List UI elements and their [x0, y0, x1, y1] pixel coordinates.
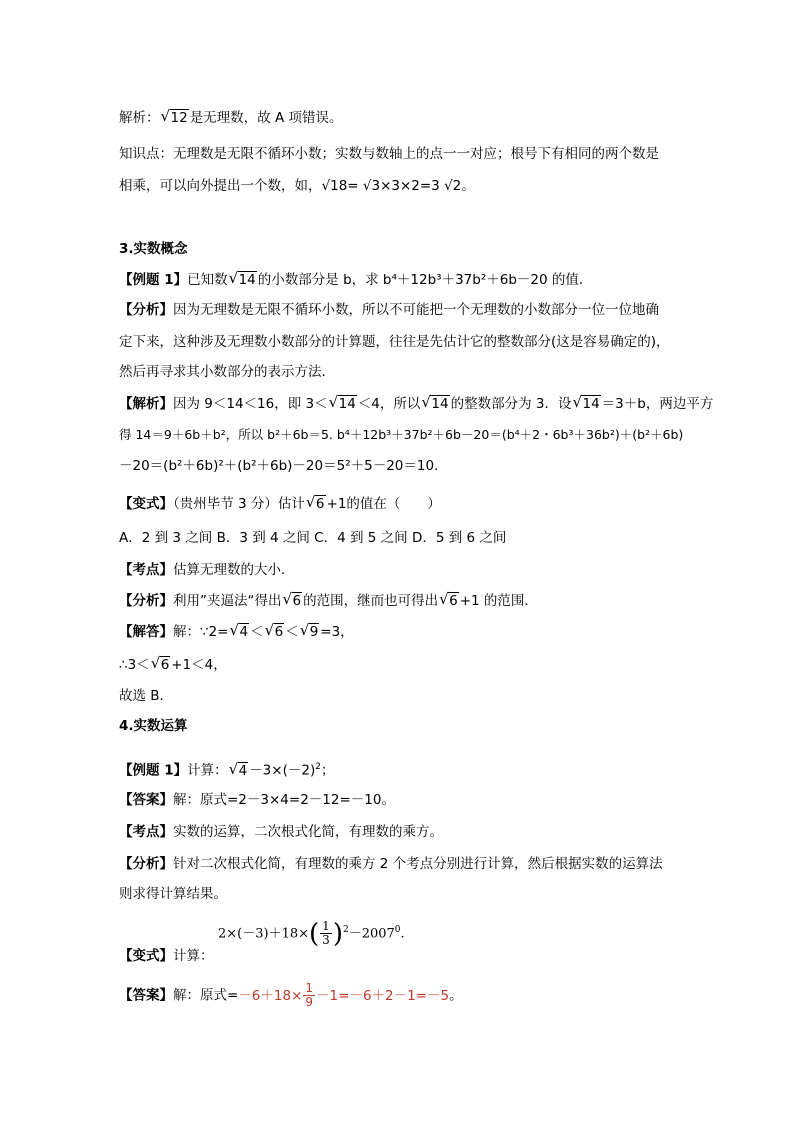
analysis-line: [119, 108, 343, 128]
analysis-tag: 【分析】: [119, 593, 173, 609]
variant-tag: 【变式】: [119, 496, 173, 512]
analysis-line-b: 【分析】利用”夹逼法“得出√ 6 的范围，继而也可得出√ 6 +1 的范围．: [119, 591, 538, 611]
solution-line-2: 得 14＝9＋6b＋b²，所以 b²＋6b＝5. b⁴＋12b³＋37b²＋6b－20＝(b⁴＋2・6b³＋36b²)＋(b²＋6b): [119, 427, 684, 442]
radical: √ 4: [230, 622, 250, 642]
answer-tag: 【解答】: [119, 624, 173, 640]
analysis-line-1: 【分析】因为无理数是无限不循环小数，所以不可能把一个无理数的小数部分一位一位地确: [119, 302, 659, 318]
radical: √ 6: [151, 655, 171, 675]
answer-line-2: 【答案】解：原式=－6＋18× $\frac{1}{9}$ －1=－6＋2－1=－5。: [119, 981, 463, 1009]
knowledge-point-line-1: 知识点：无理数是无限不循环小数；实数与数轴上的点一一对应；根号下有相同的两个数是: [119, 146, 659, 162]
knowledge-point-line-2: 相乘，可以向外提出一个数，如，√18= √3×3×2=3 √2。: [119, 178, 475, 194]
variant-tag: 【变式】: [119, 948, 173, 964]
radical: √ 9: [300, 622, 320, 642]
analysis-line-2: 则求得计算结果。: [119, 886, 227, 902]
analysis-line-3: 然后再寻求其小数部分的表示方法．: [119, 364, 335, 380]
example-tag: 【例题 1】: [119, 762, 188, 779]
answer-line: 【解答】解：∵2=√ 4 ＜√ 6 ＜√ 9 =3，: [119, 622, 354, 642]
answer-line: 【答案】解：原式=2－3×4=2－12=－10。: [119, 792, 395, 808]
radical: √ 6: [265, 622, 285, 642]
exam-point-line: 【考点】实数的运算，二次根式化简，有理数的乘方。: [119, 824, 443, 840]
radical: √ 14: [572, 394, 600, 414]
variant-line: 【变式】（贵州毕节 3 分）估计√ 6 +1的值在（ ）: [119, 494, 441, 514]
answer-tag: 【答案】: [119, 792, 173, 808]
radical: √ 12: [161, 108, 189, 128]
example-line: 【例题 1】计算：√ $4 -3\times(-2)^2$；: [119, 757, 334, 781]
example-tag: 【例题 1】: [119, 272, 188, 288]
radical: √ 4: [229, 761, 249, 781]
radical: √ 14: [229, 270, 257, 290]
answer-expression: －6＋18× $\frac{1}{9}$ －1=－6＋2－1=－5: [238, 981, 450, 1009]
example-line: 【例题 1】已知数√ 14 的小数部分是 b，求 b⁴＋12b³＋37b²＋6b－20 的值．: [119, 270, 592, 290]
analysis-text: 是无理数，故 A 项错误。: [189, 110, 343, 126]
solution-line-1: 【解析】因为 9＜14＜16，即 3＜√ 14 ＜4，所以√ 14 的整数部分为 3．设√ 14 ＝3＋b，两边平方: [119, 394, 713, 414]
exam-point-tag: 【考点】: [119, 824, 173, 840]
radical: √ 6: [306, 494, 326, 514]
variant-line: 【变式】计算：: [119, 948, 214, 964]
fraction: $\frac{1}{3}$: [322, 919, 330, 948]
analysis-tag: 【分析】: [119, 856, 173, 872]
variant-expression: 2×(－3)＋18×( $\frac{1}{3}$ )$^2-2007^0$.: [218, 918, 405, 949]
radical: √ 14: [329, 394, 357, 414]
solution-tag: 【解析】: [119, 396, 173, 412]
choose-line: 故选 B．: [119, 688, 174, 704]
exam-point-tag: 【考点】: [119, 562, 173, 578]
radical: √ 6: [439, 591, 459, 611]
exam-point-line: 【考点】估算无理数的大小．: [119, 562, 295, 578]
analysis-line-1: 【分析】针对二次根式化简，有理数的乘方 2 个考点分别进行计算，然后根据实数的运算法: [119, 856, 663, 872]
solution-line-3: －20＝(b²＋6b)²＋(b²＋6b)－20＝5²＋5－20＝10.: [119, 458, 439, 474]
analysis-label: 解析：: [119, 110, 160, 126]
section-heading: 4.实数运算: [119, 718, 188, 734]
radical: √ 6: [283, 591, 303, 611]
section-heading: 3.实数概念: [119, 241, 188, 257]
analysis-line-2: 定下来，这种涉及无理数小数部分的计算题，往往是先估计它的整数部分(这是容易确定的)，: [119, 334, 670, 350]
analysis-tag: 【分析】: [119, 302, 173, 318]
answer-tag: 【答案】: [119, 987, 173, 1004]
options-line: A．2 到 3 之间 B．3 到 4 之间 C．4 到 5 之间 D．5 到 6 之间: [119, 530, 507, 546]
radical: √ 14: [421, 394, 449, 414]
therefore-line: ∴3＜√ 6 +1＜4，: [119, 655, 227, 675]
